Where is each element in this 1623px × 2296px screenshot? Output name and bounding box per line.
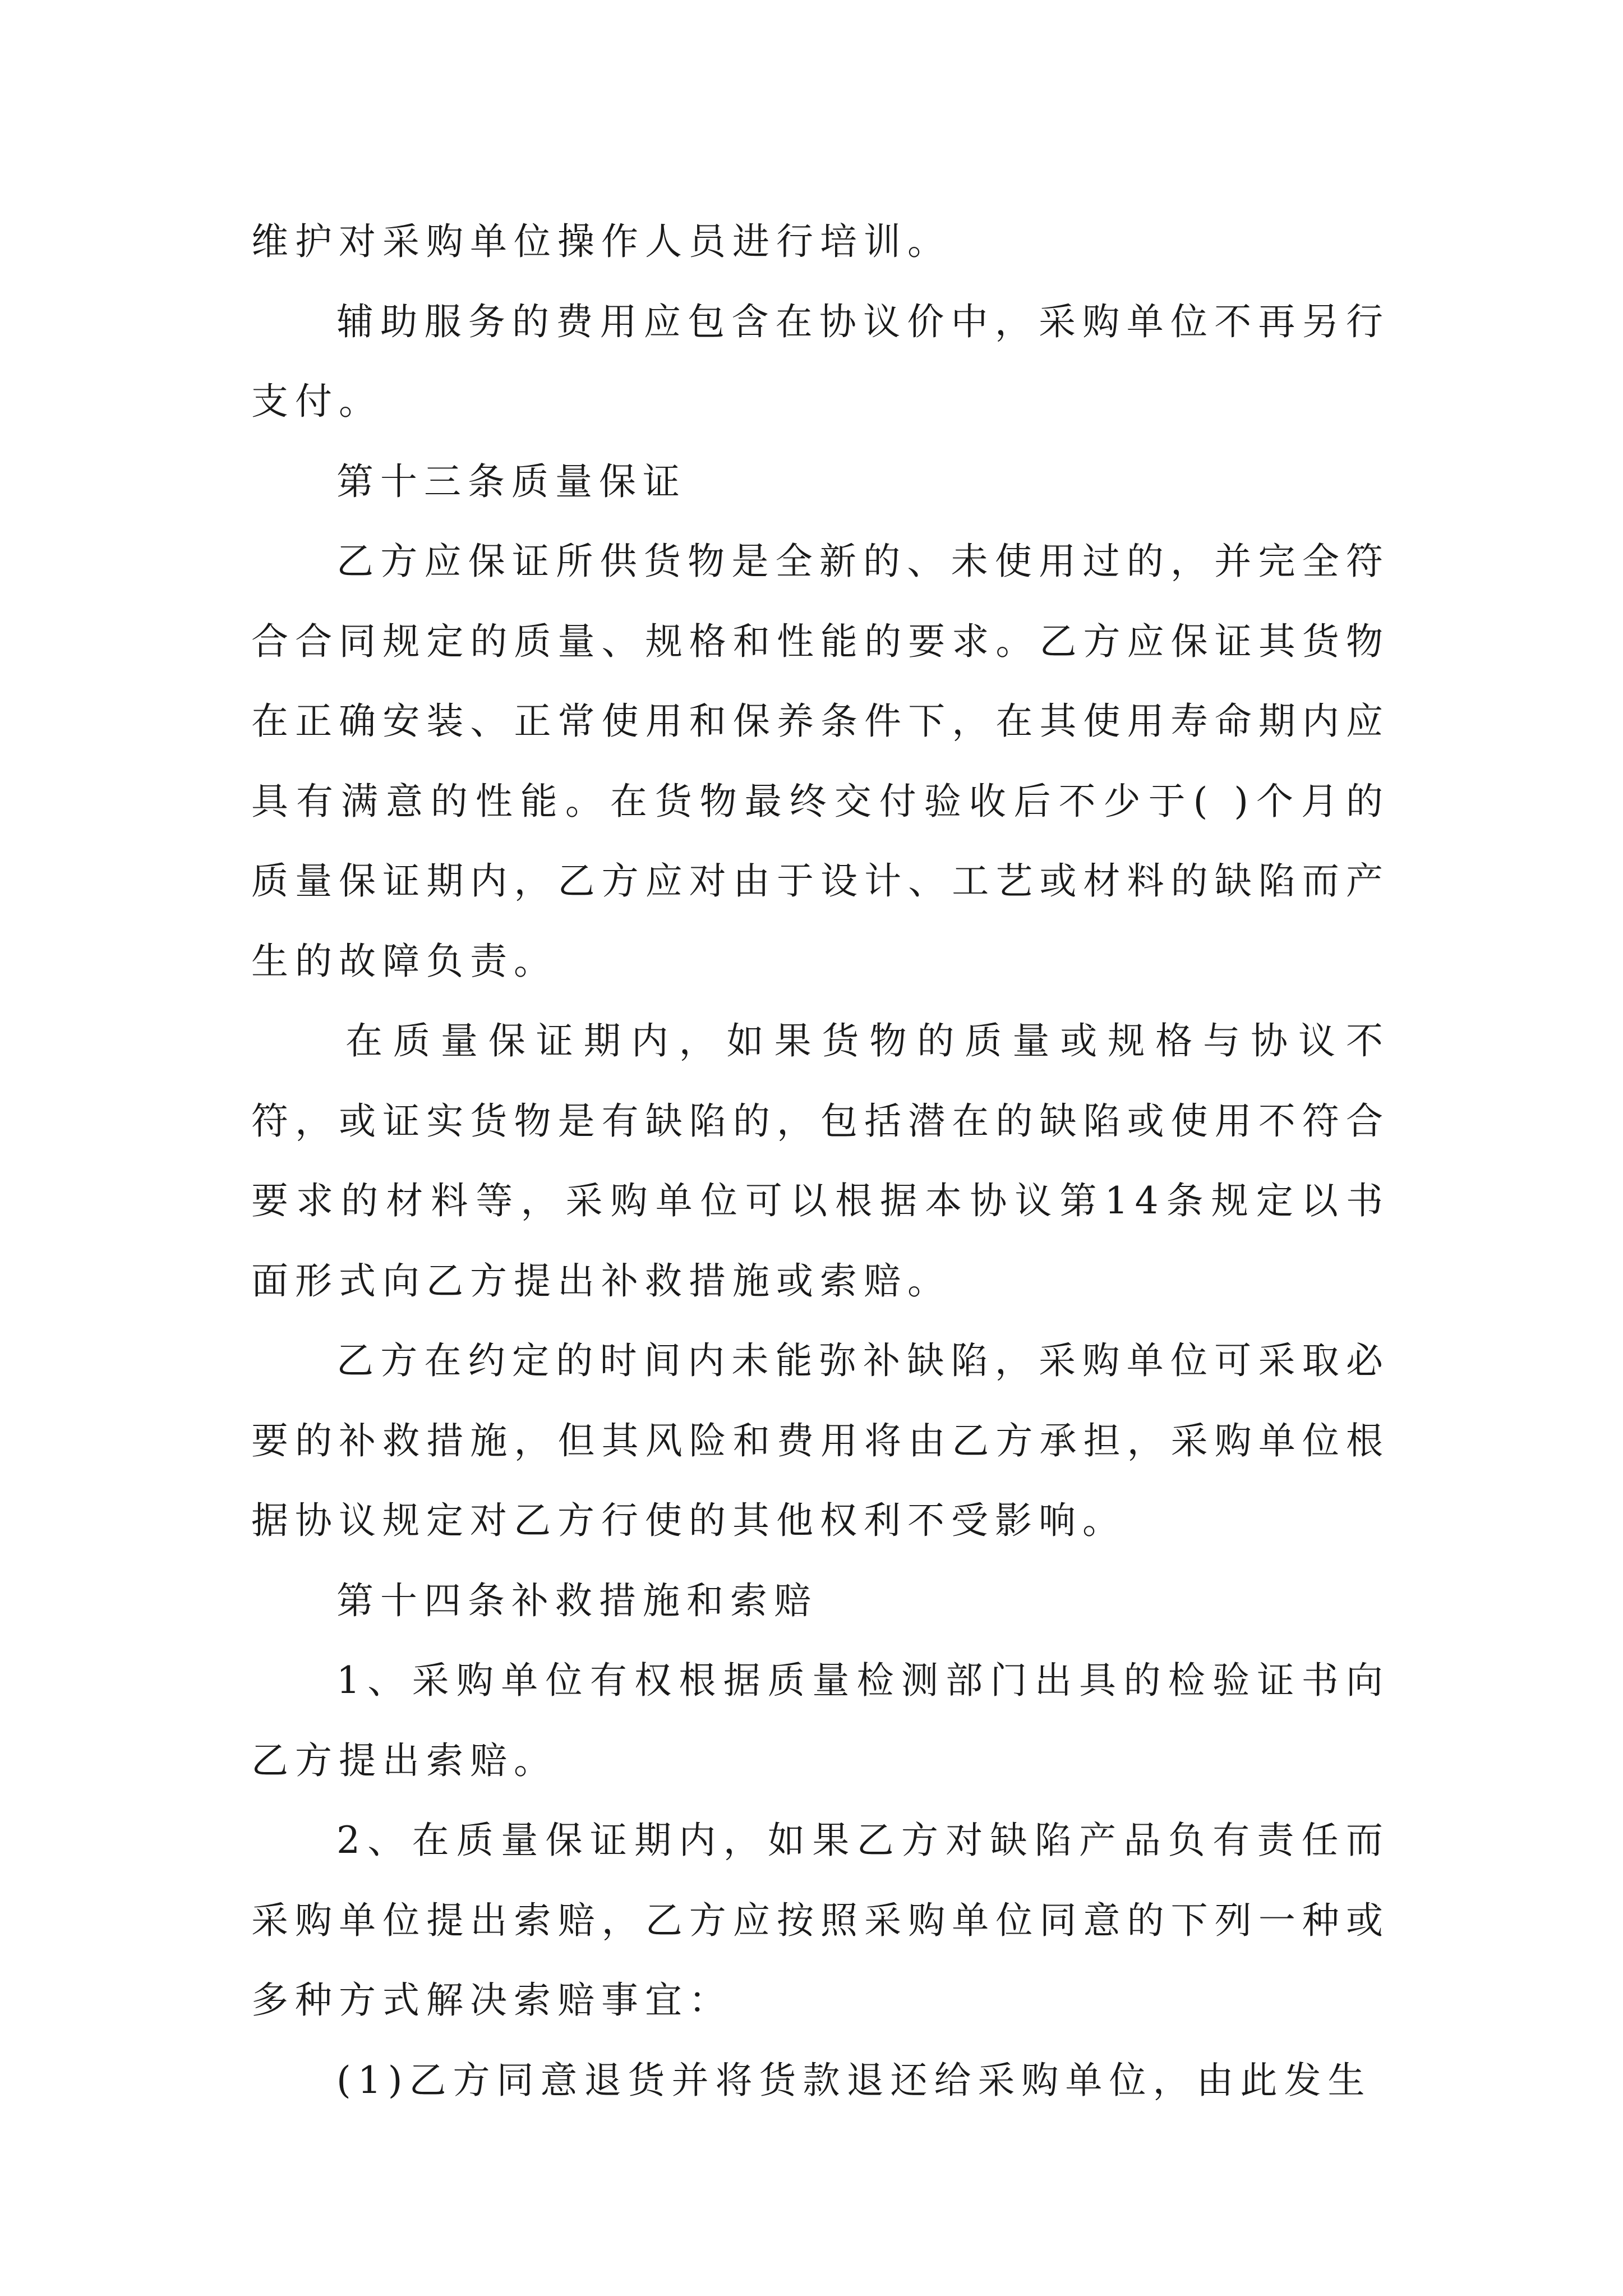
paragraph-refund-option: (1)乙方同意退货并将货款退还给采购单位，由此发生	[336, 2058, 1372, 2102]
paragraph-claim-settlement: 2、在质量保证期内，如果乙方对缺陷产品负有责任而采购单位提出索赔，乙方应按照采购单位同意的下列一种或多种方式解决索赔事宜：	[251, 1819, 1390, 2022]
heading-article-13: 第十三条质量保证	[336, 459, 686, 503]
paragraph-claim-right: 1、采购单位有权根据质量检测部门出具的检验证书向乙方提出索赔。	[251, 1659, 1390, 1782]
paragraph-training: 维护对采购单位操作人员进行培训。	[251, 220, 951, 263]
paragraph-failure-to-remedy: 乙方在约定的时间内未能弥补缺陷，采购单位可采取必要的补救措施，但其风险和费用将由乙方承担，采购单位根据协议规定对乙方行使的其他权利不受影响。	[251, 1339, 1390, 1542]
paragraph-defect-remedy: 在质量保证期内，如果货物的质量或规格与协议不符，或证实货物是有缺陷的，包括潜在的缺陷或使用不符合要求的材料等，采购单位可以根据本协议第14条规定以书面形式向乙方提出补救措施或索赔。	[251, 1019, 1390, 1303]
document-body	[251, 202, 1390, 2120]
heading-article-14: 第十四条补救措施和索赔	[336, 1579, 818, 1622]
paragraph-quality-warranty: 乙方应保证所供货物是全新的、未使用过的，并完全符合合同规定的质量、规格和性能的要求。乙方应保证其货物在正确安装、正常使用和保养条件下，在其使用寿命期内应具有满意的性能。在货物最终交付验收后不少于( )个月的质量保证期内，乙方应对由于设计、工艺或材料的缺陷而产生的故障负责。	[251, 540, 1390, 983]
paragraph-auxiliary-fees: 辅助服务的费用应包含在协议价中，采购单位不再另行支付。	[251, 300, 1390, 423]
